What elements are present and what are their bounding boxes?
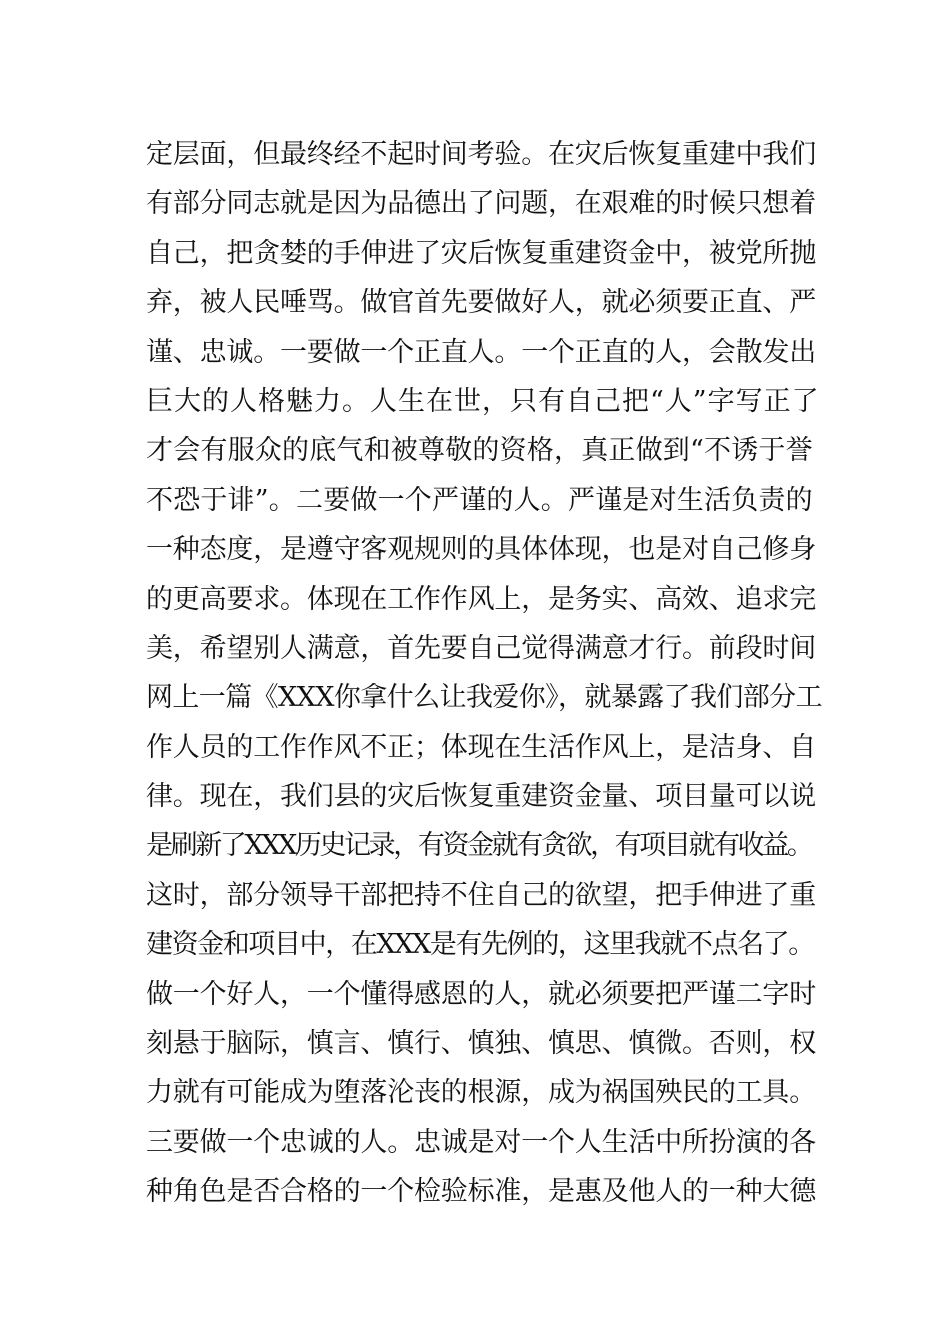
- text-line: 弃，被人民唾骂。做官首先要做好人，就必须要正直、严: [146, 287, 816, 319]
- text-line: 网上一篇《XXX你拿什么让我爱你》，就暴露了我们部分工: [146, 682, 822, 714]
- text-line: 不恐于诽”。二要做一个严谨的人。严谨是对生活负责的: [146, 484, 813, 516]
- text-line: 才会有服众的底气和被尊敬的资格，真正做到“不诱于誉: [146, 435, 813, 467]
- text-line: 美，希望别人满意，首先要自己觉得满意才行。前段时间: [146, 632, 816, 664]
- text-line: 谨、忠诚。一要做一个正直人。一个正直的人，会散发出: [146, 336, 816, 368]
- text-line: 定层面，但最终经不起时间考验。在灾后恢复重建中我们: [146, 139, 816, 170]
- text-line: 力就有可能成为堕落沦丧的根源，成为祸国殃民的工具。: [146, 1077, 816, 1109]
- text-line: 是刷新了XXX历史记录，有资金就有贪欲，有项目就有收益。: [146, 830, 812, 862]
- text-line: 有部分同志就是因为品德出了问题，在艰难的时候只想着: [146, 188, 816, 220]
- text-line: 的更高要求。体现在工作作风上，是务实、高效、追求完: [146, 583, 816, 615]
- text-line: 做一个好人，一个懂得感恩的人，就必须要把严谨二字时: [146, 978, 816, 1010]
- text-line: 巨大的人格魅力。人生在世，只有自己把“人”字写正了: [146, 385, 820, 417]
- text-line: 一种态度，是遵守客观规则的具体体现，也是对自己修身: [146, 534, 816, 566]
- text-line: 这时，部分领导干部把持不住自己的欲望，把手伸进了重: [146, 879, 816, 911]
- text-line: 作人员的工作作风不正；体现在生活作风上，是洁身、自: [146, 731, 816, 763]
- text-line: 种角色是否合格的一个检验标准，是惠及他人的一种大德: [146, 1176, 816, 1208]
- body-text: [146, 130, 822, 1217]
- text-line: 律。现在，我们县的灾后恢复重建资金量、项目量可以说: [146, 781, 816, 813]
- text-line: 建资金和项目中，在XXX是有先例的，这里我就不点名了。: [146, 929, 814, 961]
- text-line: 自己，把贪婪的手伸进了灾后恢复重建资金中，被党所抛: [146, 237, 816, 269]
- text-line: 三要做一个忠诚的人。忠诚是对一个人生活中所扮演的各: [146, 1126, 816, 1158]
- text-line: 刻悬于脑际，慎言、慎行、慎独、慎思、慎微。否则，权: [146, 1028, 816, 1060]
